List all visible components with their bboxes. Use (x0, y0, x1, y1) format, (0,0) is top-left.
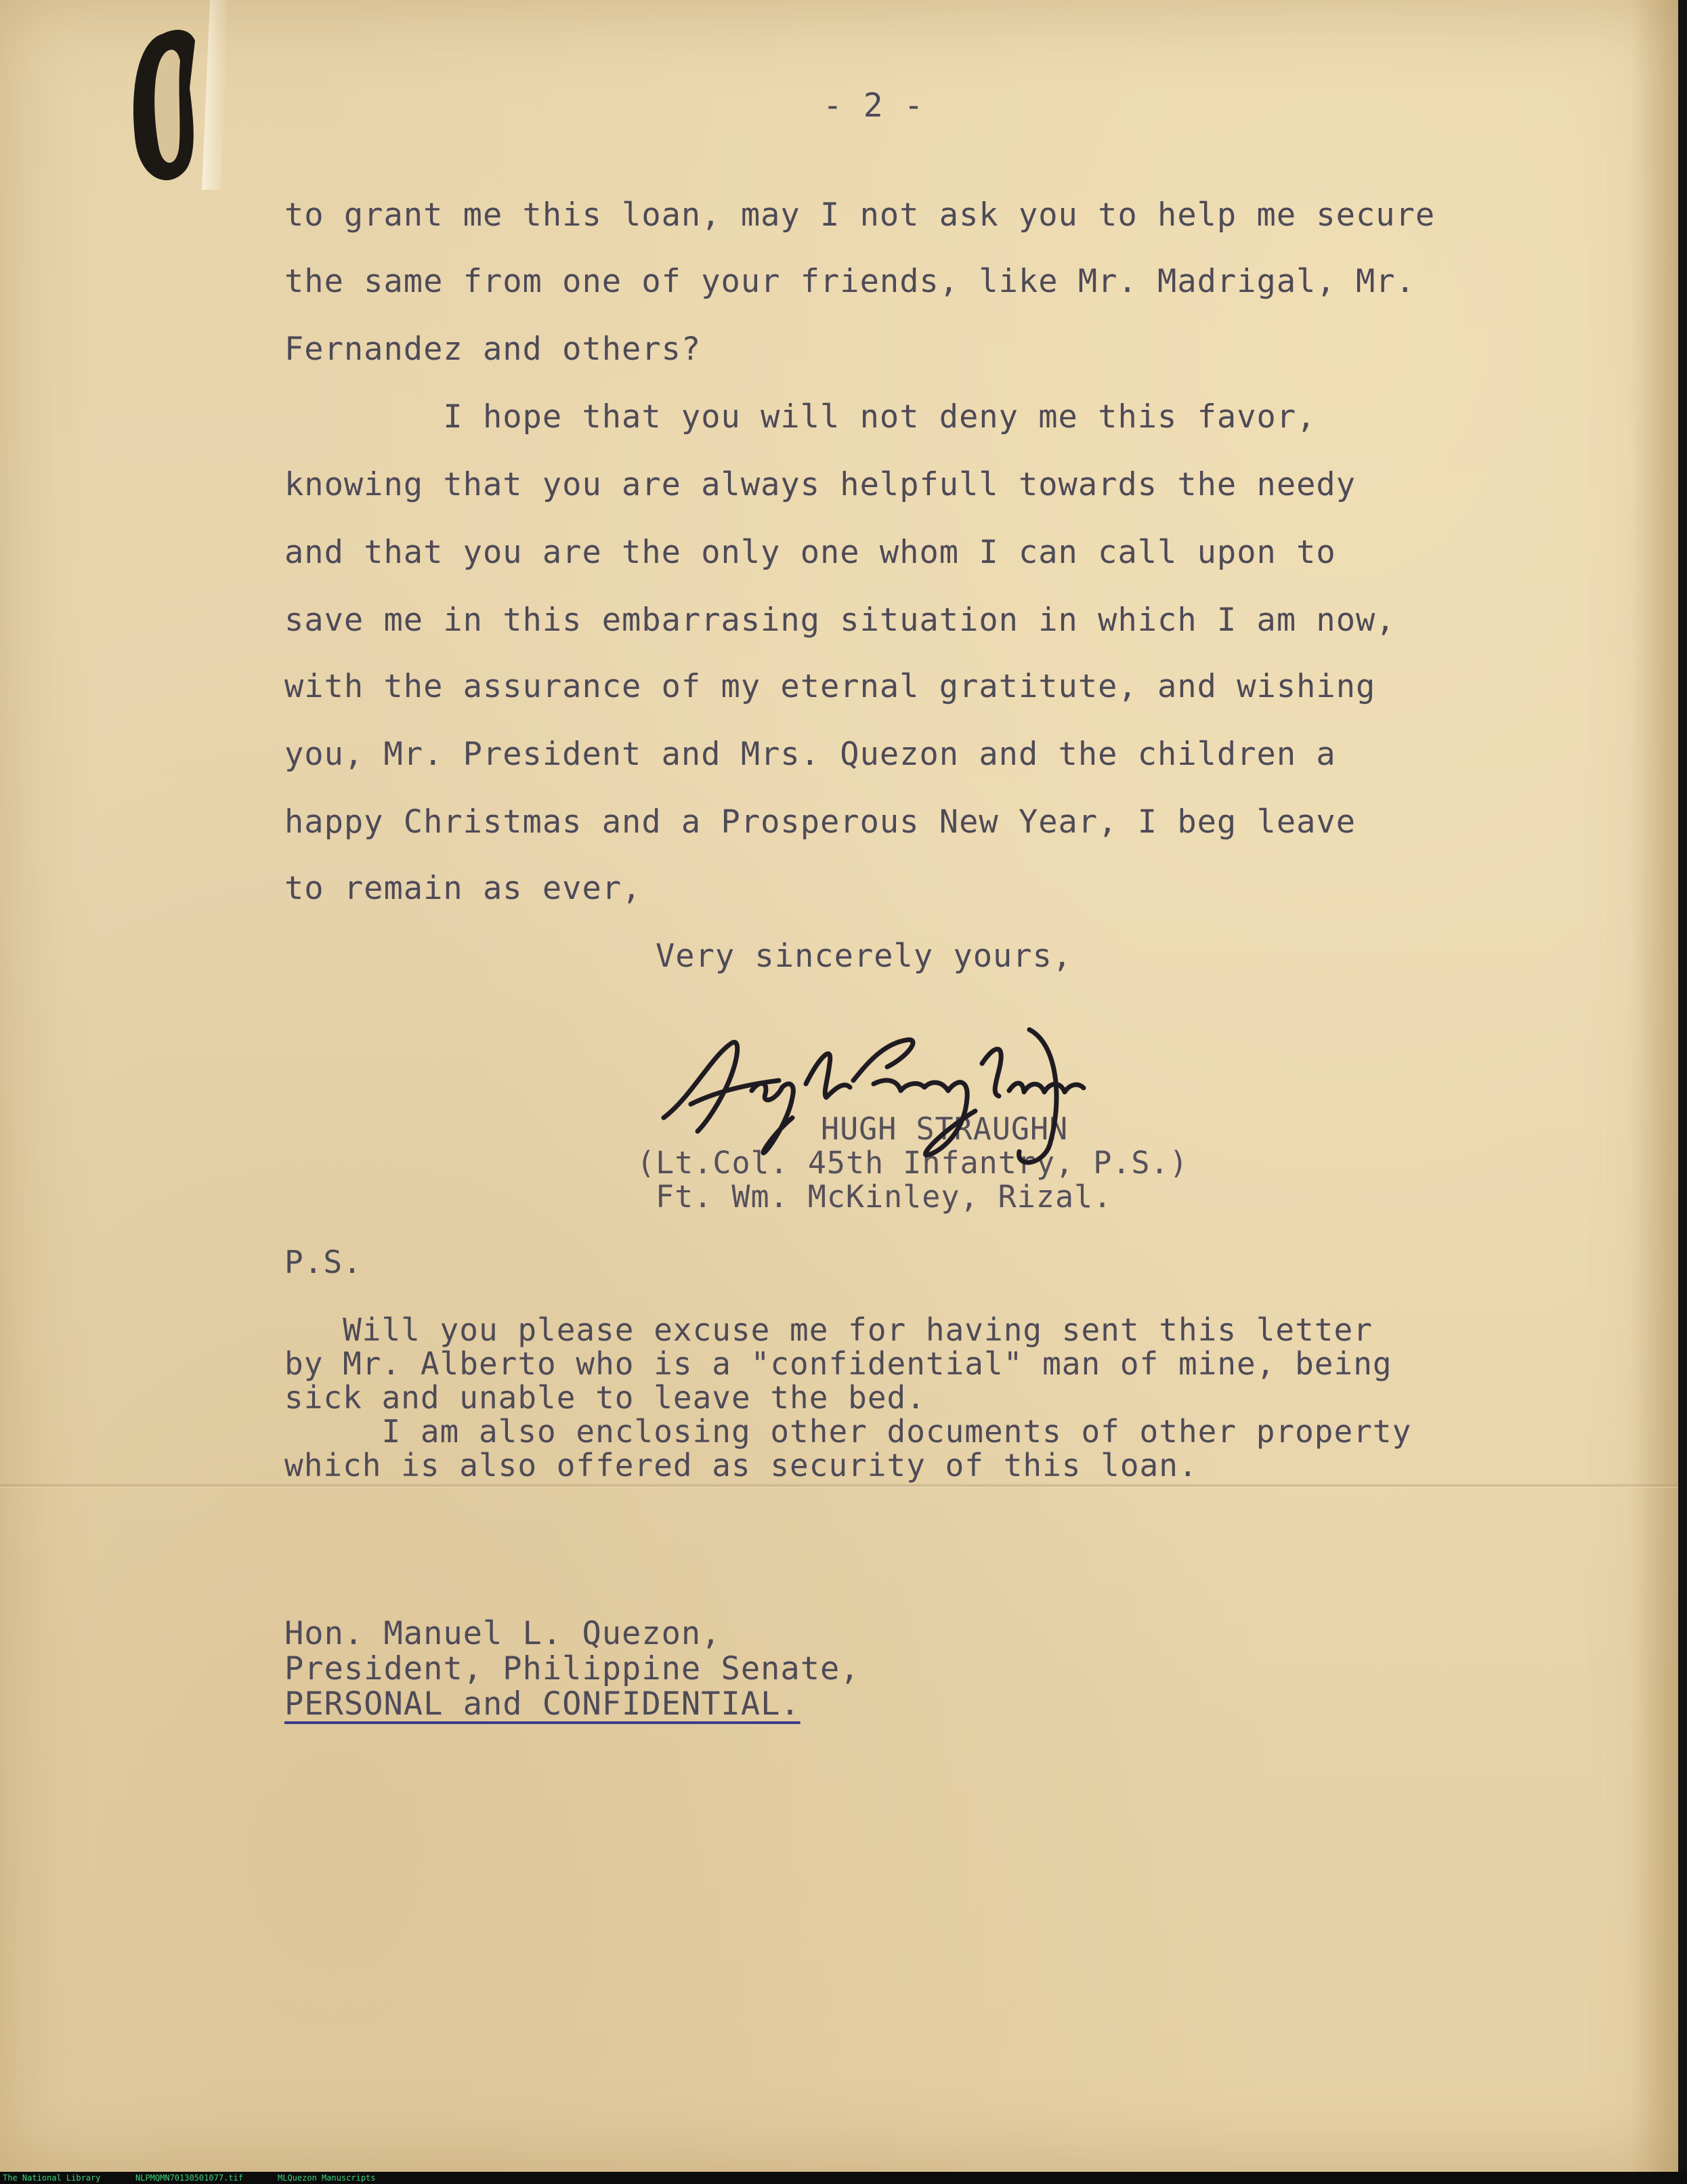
postscript-line: which is also offered as security of this loan. (284, 1447, 1198, 1484)
signer-post: Ft. Wm. McKinley, Rizal. (656, 1179, 1113, 1215)
postscript-line: sick and unable to leave the bed. (284, 1379, 926, 1416)
footer-collection: MLQuezon Manuscripts (278, 2173, 376, 2183)
scan-footer (0, 2172, 1687, 2184)
body-line: the same from one of your friends, like Mr. Madrigal, Mr. (284, 263, 1415, 300)
body-line: happy Christmas and a Prosperous New Year, I beg leave (284, 803, 1357, 841)
complimentary-close: Very sincerely yours, (656, 938, 1073, 975)
body-line: to grant me this loan, may I not ask you to help me secure (284, 196, 1436, 234)
body-line: to remain as ever, (284, 870, 642, 907)
signer-name: HUGH STRAUGHN (821, 1111, 1069, 1147)
confidential-note: PERSONAL and CONFIDENTIAL. (284, 1685, 800, 1723)
addressee-line: President, Philippine Senate, (284, 1650, 860, 1687)
body-line: knowing that you are always helpfull towards the needy (284, 466, 1357, 503)
body-line: you, Mr. President and Mrs. Quezon and the children a (284, 736, 1336, 773)
paper-fold-crease (0, 1484, 1678, 1488)
page-number: - 2 - (823, 87, 924, 125)
body-line: I hope that you will not deny me this favor, (284, 398, 1317, 436)
footer-file-name: NLPMQMN70130501077.tif (135, 2173, 243, 2183)
body-line: and that you are the only one whom I can call upon to (284, 534, 1336, 571)
handwritten-signature (650, 1016, 1192, 1172)
body-line: Fernandez and others? (284, 331, 702, 368)
postscript-line: I am also enclosing other documents of other property (284, 1413, 1412, 1450)
signer-rank: (Lt.Col. 45th Infantry, P.S.) (637, 1145, 1189, 1181)
body-line: save me in this embarrasing situation in which I am now, (284, 602, 1396, 639)
footer-library: The National Library (3, 2173, 101, 2183)
postscript-line: by Mr. Alberto who is a "confidential" man of mine, being (284, 1345, 1392, 1382)
addressee-line: Hon. Manuel L. Quezon, (284, 1615, 721, 1652)
paper-edge-shadow (1631, 0, 1678, 2172)
postscript-line: Will you please excuse me for having sent this letter (284, 1311, 1373, 1348)
punch-hole-icon (122, 14, 217, 196)
postscript-label: P.S. (284, 1244, 362, 1280)
body-line: with the assurance of my eternal gratitute, and wishing (284, 668, 1376, 705)
